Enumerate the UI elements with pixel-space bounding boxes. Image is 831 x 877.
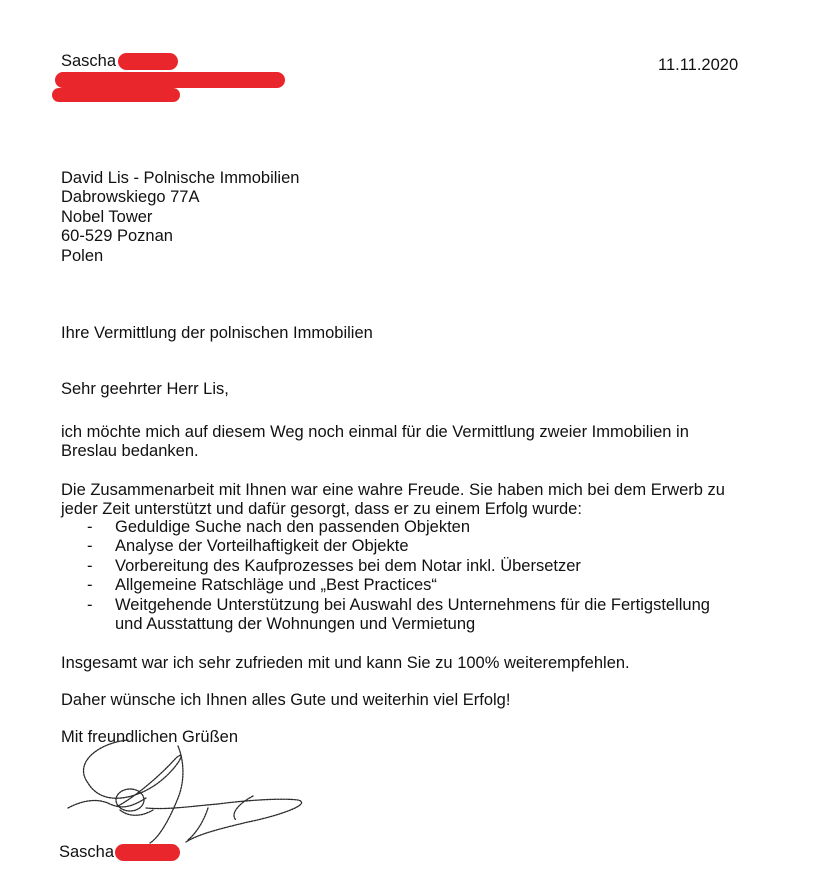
body-paragraph: ich möchte mich auf diesem Weg noch einmal für die Vermittlung zweier Immobilien in Breslau bedanken. <box>61 423 689 461</box>
list-item-text: Vorbereitung des Kaufprozesses bei dem Notar inkl. Übersetzer <box>115 556 581 575</box>
signature-name: Sascha <box>59 843 115 861</box>
list-item-text: Allgemeine Ratschläge und „Best Practices“ <box>115 576 437 595</box>
handwritten-signature <box>58 738 308 848</box>
bullet-dash: - <box>87 518 93 536</box>
address-line: Dabrowskiego 77A <box>61 188 200 207</box>
redaction-mark <box>115 844 180 861</box>
address-line: Polen <box>61 246 104 265</box>
body-paragraph: Daher wünsche ich Ihnen alles Gute und weiterhin viel Erfolg! <box>61 691 511 709</box>
redaction-mark <box>118 53 178 70</box>
bullet-dash: - <box>87 576 93 595</box>
list-item <box>61 576 741 595</box>
address-line: 60-529 Poznan <box>61 227 173 246</box>
closing-formula: Mit freundlichen Grüßen <box>61 728 238 746</box>
letter-subject: Ihre Vermittlung der polnischen Immobilien <box>61 324 373 342</box>
bullet-dash: - <box>87 556 93 575</box>
body-paragraph: Insgesamt war ich sehr zufrieden mit und kann Sie zu 100% weiterempfehlen. <box>61 654 630 672</box>
body-paragraph: Die Zusammenarbeit mit Ihnen war eine wahre Freude. Sie haben mich bei dem Erwerb zu jeder Zeit unterstützt und dafür gesorgt, dass er zu einem Erfolg wurde: <box>61 481 725 519</box>
salutation: Sehr geehrter Herr Lis, <box>61 380 229 398</box>
letter-date: 11.11.2020 <box>658 56 739 74</box>
list-item-text: Geduldige Suche nach den passenden Objekten <box>115 518 471 536</box>
list-item-text: Weitgehende Unterstützung bei Auswahl des Unternehmens für die Fertigstellung und Ausstattung der Wohnungen und Vermietung <box>115 595 710 634</box>
list-item <box>61 537 741 556</box>
sender-name: Sascha <box>61 52 117 70</box>
bullet-dash: - <box>87 595 93 614</box>
list-item <box>61 518 741 537</box>
redaction-mark <box>55 72 285 88</box>
list-item <box>61 557 741 576</box>
address-line: David Lis - Polnische Immobilien <box>61 169 300 187</box>
bullet-dash: - <box>87 537 93 556</box>
address-line: Nobel Tower <box>61 207 153 226</box>
bullet-list <box>61 518 741 634</box>
redaction-mark <box>52 88 180 102</box>
list-item-text: Analyse der Vorteilhaftigkeit der Objekte <box>115 537 409 556</box>
list-item <box>61 596 741 635</box>
recipient-address <box>61 169 299 266</box>
